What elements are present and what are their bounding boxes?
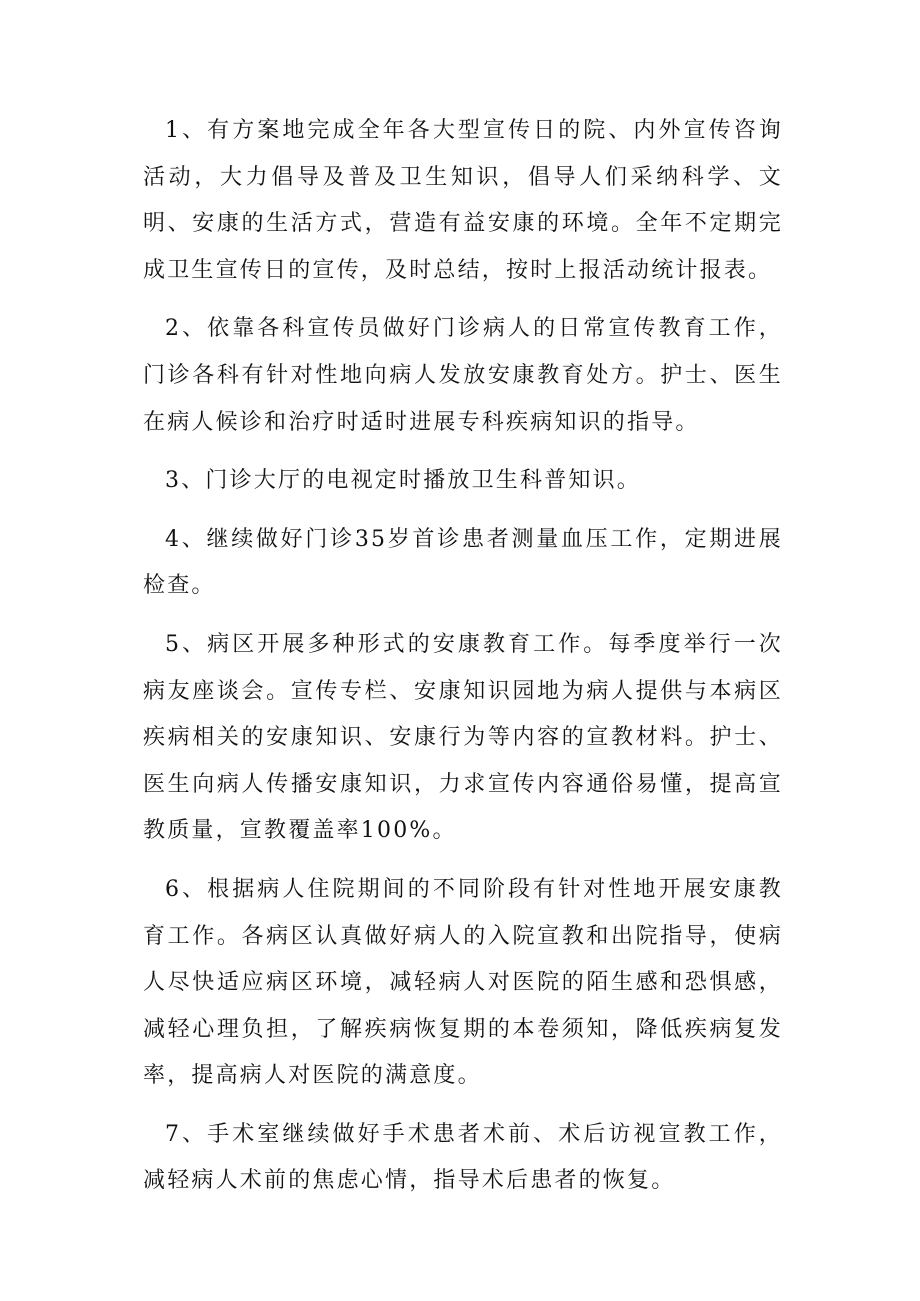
paragraph-4: 4、继续做好门诊35岁首诊患者测量血压工作，定期进展检查。 [143,526,783,599]
document-body [143,108,783,1205]
paragraph-6: 6、根据病人住院期间的不同阶段有针对性地开展安康教育工作。各病区认真做好病人的入院宣教和出院指导，使病人尽快适应病区环境，减轻病人对医院的陌生感和恐惧感，减轻心理负担，了解疾病恢复期的本卷须知，降低疾病复发率，提高病人对医院的满意度。 [143,876,783,1089]
paragraph-1: 1、有方案地完成全年各大型宣传日的院、内外宣传咨询活动，大力倡导及普及卫生知识，倡导人们采纳科学、文明、安康的生活方式，营造有益安康的环境。全年不定期完成卫生宣传日的宣传，及时总结，按时上报活动统计报表。 [143,118,783,283]
paragraph-3: 3、门诊大厅的电视定时播放卫生科普知识。 [165,468,641,494]
paragraph-7: 7、手术室继续做好手术患者术前、术后访视宣教工作，减轻病人术前的焦虑心情，指导术后患者的恢复。 [143,1121,783,1194]
paragraph-5: 5、病区开展多种形式的安康教育工作。每季度举行一次病友座谈会。宣传专栏、安康知识园地为病人提供与本病区疾病相关的安康知识、安康行为等内容的宣教材料。护士、医生向病人传播安康知识，力求宣传内容通俗易懂，提高宣教质量，宣教覆盖率100%。 [143,631,783,844]
paragraph-2: 2、依靠各科宣传员做好门诊病人的日常宣传教育工作，门诊各科有针对性地向病人发放安康教育处方。护士、医生在病人候诊和治疗时适时进展专科疾病知识的指导。 [143,316,783,435]
